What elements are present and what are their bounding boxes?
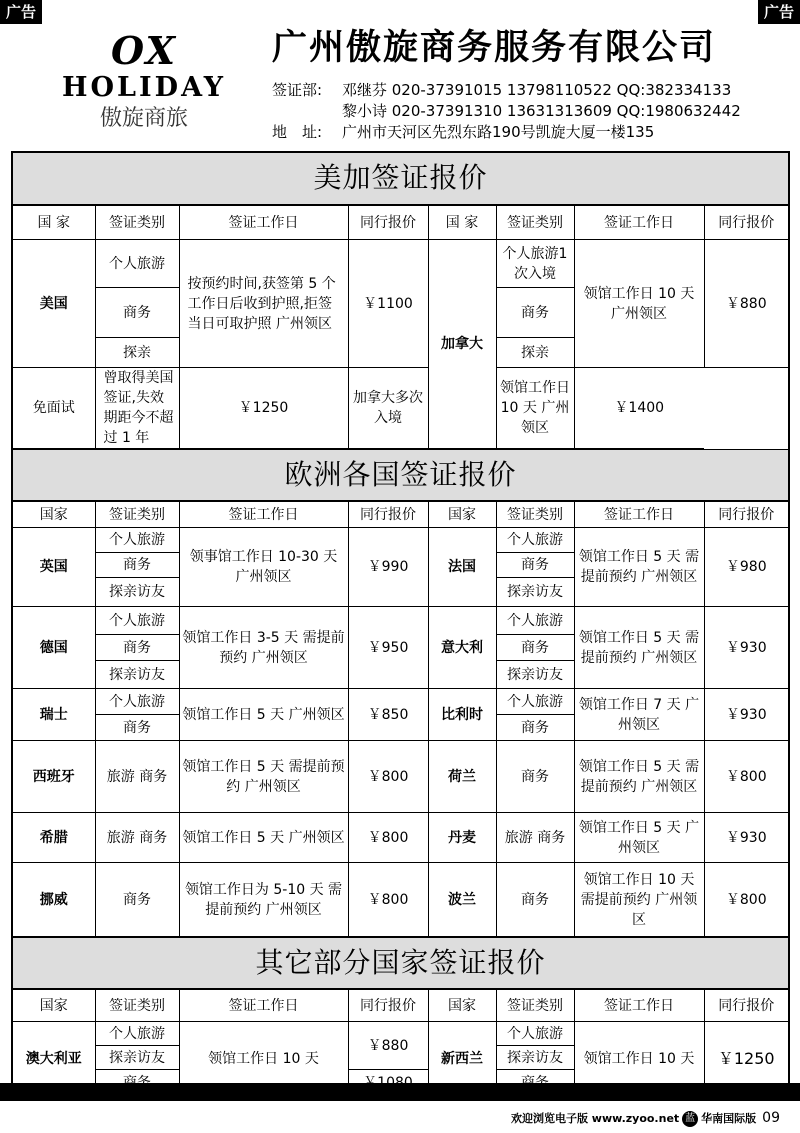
table-row: 美国 个人旅游 按预约时间,获签第 5 个工作日后收到护照,拒签当日可取护照 广州领区 ￥1100 加拿大 个人旅游1次入境 领馆工作日 10 天 广州领区 ￥880 (13, 240, 788, 288)
table-row: 商务 商务 (13, 635, 788, 661)
table-row: 免面试 曾取得美国签证,失效期距今不超过 1 年 ￥1250 加拿大多次入境 领馆工作日 10 天 广州领区 ￥1400 (13, 368, 788, 449)
address-line: 地 址: 广州市天河区先烈东路190号凯旋大厦一楼135 (272, 123, 655, 141)
table-europe (13, 501, 788, 937)
table-us-ca (13, 205, 788, 449)
logo-ox: OX (111, 28, 177, 73)
table-row: 探亲 探亲 (13, 338, 788, 368)
section-title-europe: 欧洲各国签证报价 (13, 449, 788, 501)
table-header-row: 国 家 签证类别 签证工作日 同行报价 国 家 签证类别 签证工作日 同行报价 (13, 206, 788, 240)
contact-line-1: 签证部: 邓继芬 020-37391015 13798110522 QQ:382334133 (272, 81, 732, 99)
table-row: 商务 商务 (13, 715, 788, 741)
logo-cn: 傲旋商旅 (99, 106, 188, 131)
section-title-others: 其它部分国家签证报价 (13, 937, 788, 989)
ad-label-right: 广告 (758, 0, 800, 24)
table-row: 西班牙 旅游 商务 领馆工作日 5 天 需提前预约 广州领区 ￥800 荷兰 商务 领馆工作日 5 天 需提前预约 广州领区 ￥800 (13, 741, 788, 813)
logo-holiday: HOLIDAY (62, 72, 226, 103)
footer-edition: 华南国际版 (701, 1112, 757, 1125)
table-row: 英国 个人旅游 领事馆工作日 10-30 天 广州领区 ￥990 法国 个人旅游 领馆工作日 5 天 需提前预约 广州领区 ￥980 (13, 528, 788, 553)
table-header-row: 国家 签证类别 签证工作日 同行报价 国家 签证类别 签证工作日 同行报价 (13, 990, 788, 1022)
contact-line-2: 黎小诗 020-37391310 13631313609 QQ:1980632442 (342, 102, 741, 120)
table-row: 探亲访友 探亲访友 (13, 661, 788, 689)
table-row: 德国 个人旅游 领馆工作日 3-5 天 需提前预约 广州领区 ￥950 意大利 个人旅游 领馆工作日 5 天 需提前预约 广州领区 ￥930 (13, 607, 788, 635)
company-logo (24, 30, 264, 134)
page-number: 09 (762, 1110, 780, 1126)
table-row: 挪威 商务 领馆工作日为 5-10 天 需提前预约 广州领区 ￥800 波兰 商务 领馆工作日 10 天 需提前预约 广州领区 ￥800 (13, 863, 788, 937)
footer-site: 欢迎浏览电子版 www.zyoo.net (510, 1112, 680, 1125)
table-row: 瑞士 个人旅游 领馆工作日 5 天 广州领区 ￥850 比利时 个人旅游 领馆工作日 7 天 广州领区 ￥930 (13, 689, 788, 715)
table-row: 商务 商务 (13, 288, 788, 338)
table-row: 商务 商务 (13, 553, 788, 578)
page-footer (511, 1110, 780, 1127)
ad-label-left: 广告 (0, 0, 42, 24)
edition-badge-icon: 蓝 (682, 1111, 698, 1127)
price-board (11, 151, 790, 1096)
footer-bar (0, 1083, 800, 1101)
section-title-us-ca: 美加签证报价 (13, 153, 788, 205)
table-row: 希腊 旅游 商务 领馆工作日 5 天 广州领区 ￥800 丹麦 旅游 商务 领馆工作日 5 天 广州领区 ￥930 (13, 813, 788, 863)
table-row: 澳大利亚 个人旅游 领馆工作日 10 天 ￥880 新西兰 个人旅游 领馆工作日 10 天 ￥1250 (13, 1022, 788, 1046)
table-row: 探亲访友 探亲访友 (13, 1046, 788, 1070)
table-row: 探亲访友 探亲访友 (13, 578, 788, 607)
table-others (13, 989, 788, 1096)
table-header-row: 国家 签证类别 签证工作日 同行报价 国家 签证类别 签证工作日 同行报价 (13, 502, 788, 528)
company-name: 广州傲旋商务服务有限公司 (272, 27, 717, 68)
